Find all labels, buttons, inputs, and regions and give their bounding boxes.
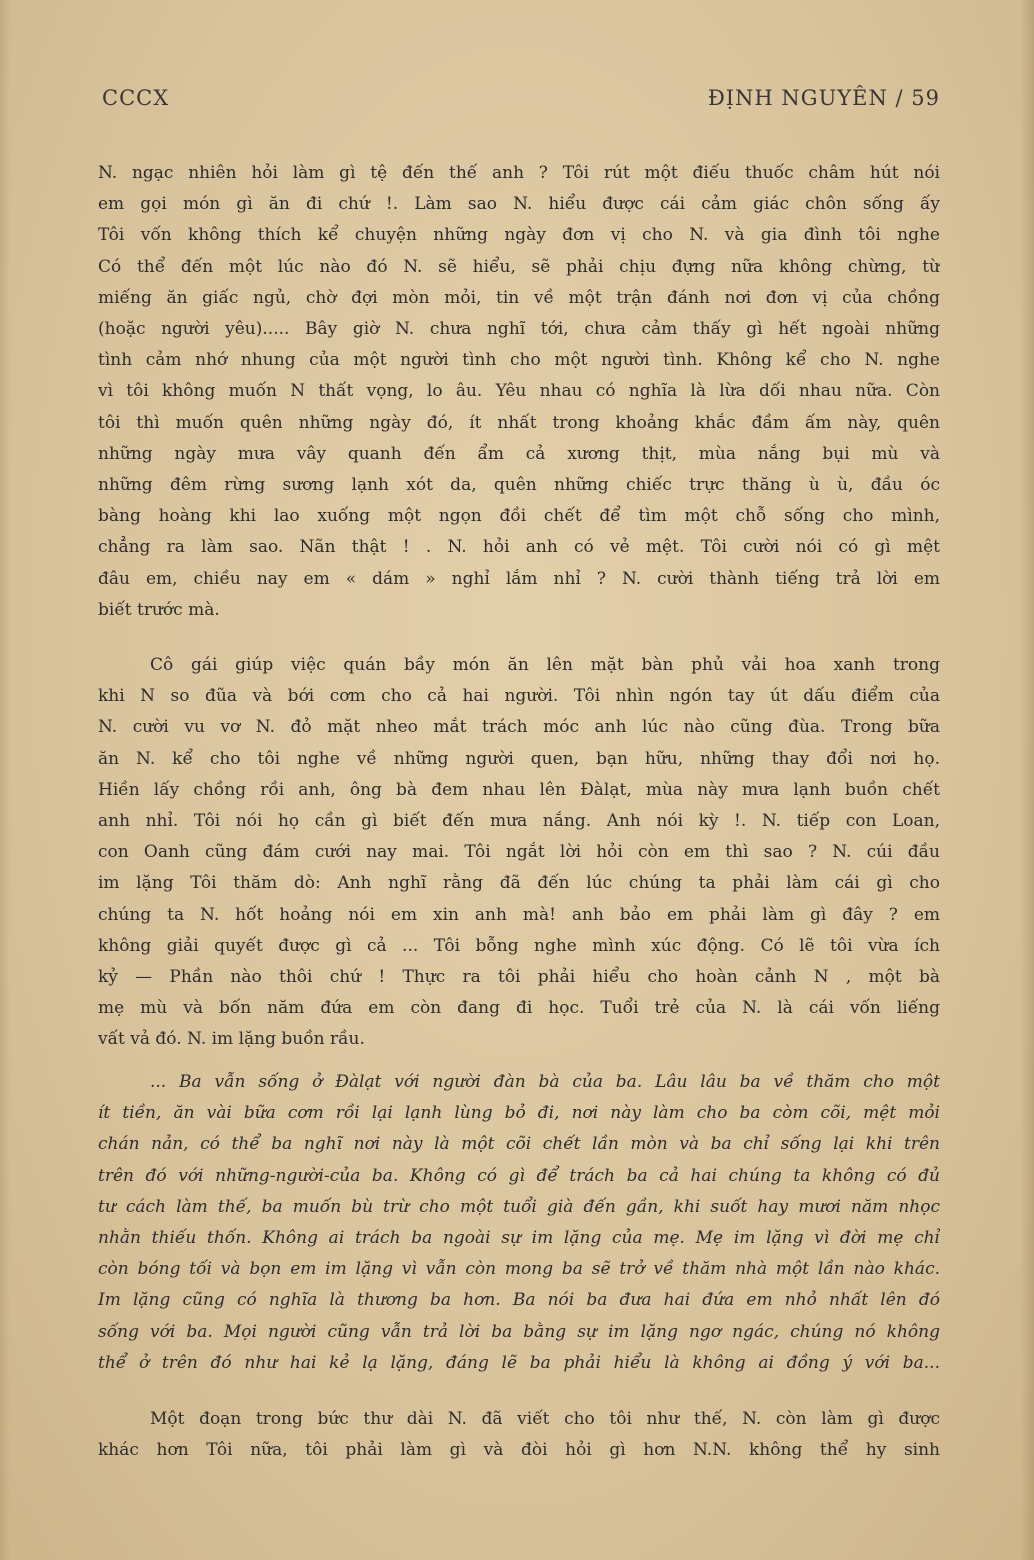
text-line: khác hơn Tôi nữa, tôi phải làm gì và đòi hỏi gì hơn N.N. không thể hy sinh (98, 1440, 940, 1461)
text-line: ít tiền, ăn vài bữa cơm rồi lại lạnh lùng bỏ đi, nơi này làm cho ba còm cõi, mệt mỏi (98, 1103, 940, 1124)
text-line: Cô gái giúp việc quán bầy món ăn lên mặt bàn phủ vải hoa xanh trong (150, 655, 940, 675)
text-line: Im lặng cũng có nghĩa là thương ba hơn. Ba nói ba đưa hai đứa em nhỏ nhất lên đó (98, 1290, 940, 1311)
text-line: mẹ mù và bốn năm đứa em còn đang đi học. Tuổi trẻ của N. là cái vốn liếng (98, 998, 940, 1019)
page-edge-right (1020, 0, 1034, 1560)
text-line: ăn N. kể cho tôi nghe về những người quen, bạn hữu, những thay đổi nơi họ. (98, 748, 940, 769)
text-line: vất vả đó. N. im lặng buồn rầu. (98, 1029, 365, 1050)
text-line: khi N so đũa và bới cơm cho cả hai người. Tôi nhìn ngón tay út dấu điểm của (98, 686, 940, 707)
text-line: ... Ba vẫn sống ở Đàlạt với người đàn bà của ba. Lâu lâu ba về thăm cho một (150, 1072, 940, 1092)
text-line: Tôi vốn không thích kể chuyện những ngày đơn vị cho N. và gia đình tôi nghe (98, 225, 940, 246)
paragraph-1 (98, 158, 940, 626)
text-line: chẳng ra làm sao. Nãn thật ! . N. hỏi anh có vẻ mệt. Tôi cười nói có gì mệt (98, 537, 940, 558)
letter-excerpt-italic (98, 1067, 940, 1379)
text-line: trên đó với những-người-của ba. Không có gì để trách ba cả hai chúng ta không có đủ (98, 1165, 940, 1186)
text-line: vì tôi không muốn N thất vọng, lo âu. Yêu nhau có nghĩa là lừa dối nhau nữa. Còn (98, 381, 940, 402)
text-line: con Oanh cũng đám cưới nay mai. Tôi ngắt lời hỏi còn em thì sao ? N. cúi đầu (98, 842, 940, 863)
text-line: Một đoạn trong bức thư dài N. đã viết cho tôi như thế, N. còn làm gì được (150, 1409, 940, 1429)
text-line: kỷ — Phần nào thôi chứ ! Thực ra tôi phải hiểu cho hoàn cảnh N , một bà (98, 967, 940, 988)
text-line: tôi thì muốn quên những ngày đó, ít nhất trong khoảng khắc đầm ấm này, quên (98, 412, 940, 433)
text-line: không giải quyết được gì cả ... Tôi bỗng nghe mình xúc động. Có lẽ tôi vừa ích (98, 935, 940, 956)
text-line: đâu em, chiều nay em « dám » nghỉ lắm nhỉ ? N. cười thành tiếng trả lời em (98, 568, 940, 589)
text-line: miếng ăn giấc ngủ, chờ đợi mòn mỏi, tin về một trận đánh nơi đơn vị của chồng (98, 287, 940, 308)
text-line: N. ngạc nhiên hỏi làm gì tệ đến thế anh ? Tôi rút một điếu thuốc châm hút nói (98, 163, 940, 183)
paragraph-4 (98, 1404, 940, 1466)
header-left: CCCX (102, 86, 170, 110)
text-line: Hiền lấy chồng rồi anh, ông bà đem nhau lên Đàlạt, mùa này mưa lạnh buồn chết (98, 779, 940, 800)
text-line: em gọi món gì ăn đi chứ !. Làm sao N. hiểu được cái cảm giác chôn sống ấy (98, 194, 940, 215)
text-line: (hoặc người yêu)..... Bây giờ N. chưa nghĩ tới, chưa cảm thấy gì hết ngoài những (98, 319, 940, 340)
paragraph-2 (98, 650, 940, 1056)
text-line: còn bóng tối và bọn em im lặng vì vẫn còn mong ba sẽ trở về thăm nhà một lần nào khác. (98, 1259, 940, 1280)
page-edge-left (0, 0, 10, 1560)
text-line: sống với ba. Mọi người cũng vẫn trả lời ba bằng sự im lặng ngơ ngác, chúng nó không (98, 1321, 940, 1342)
text-line: Có thể đến một lúc nào đó N. sẽ hiểu, sẽ phải chịu đựng nữa không chừng, từ (98, 256, 940, 277)
text-line: những đêm rừng sương lạnh xót da, quên những chiếc trực thăng ù ù, đầu óc (98, 475, 940, 496)
header-right-page-number: ĐỊNH NGUYÊN / 59 (707, 86, 940, 110)
text-line: thể ở trên đó như hai kẻ lạ lặng, đáng lẽ ba phải hiểu là không ai đồng ý với ba... (98, 1352, 940, 1373)
text-line: biết trước mà. (98, 599, 220, 620)
text-line: tư cách làm thế, ba muốn bù trừ cho một tuổi già đến gần, khi suốt hay mươi năm nhọc (98, 1196, 940, 1217)
text-line: chán nản, có thể ba nghĩ nơi này là một cõi chết lần mòn và ba chỉ sống lại khi trên (98, 1134, 940, 1155)
text-line: tình cảm nhớ nhung của một người tình cho một người tình. Không kể cho N. nghe (98, 350, 940, 371)
text-line: những ngày mưa vây quanh đến ẩm cả xương thịt, mùa nắng bụi mù và (98, 443, 940, 464)
text-line: nhằn thiếu thốn. Không ai trách ba ngoài sự im lặng của mẹ. Mẹ im lặng vì đời mẹ chỉ (98, 1228, 940, 1249)
text-line: bàng hoàng khi lao xuống một ngọn đồi chết để tìm một chỗ sống cho mình, (98, 506, 940, 527)
text-line: chúng ta N. hốt hoảng nói em xin anh mà! anh bảo em phải làm gì đây ? em (98, 904, 940, 925)
page-header (102, 86, 940, 116)
text-line: im lặng Tôi thăm dò: Anh nghĩ rằng đã đến lúc chúng ta phải làm cái gì cho (98, 873, 940, 894)
text-line: anh nhỉ. Tôi nói họ cần gì biết đến mưa nắng. Anh nói kỳ !. N. tiếp con Loan, (98, 811, 940, 832)
text-line: N. cười vu vơ N. đỏ mặt nheo mắt trách móc anh lúc nào cũng đùa. Trong bữa (98, 717, 940, 738)
